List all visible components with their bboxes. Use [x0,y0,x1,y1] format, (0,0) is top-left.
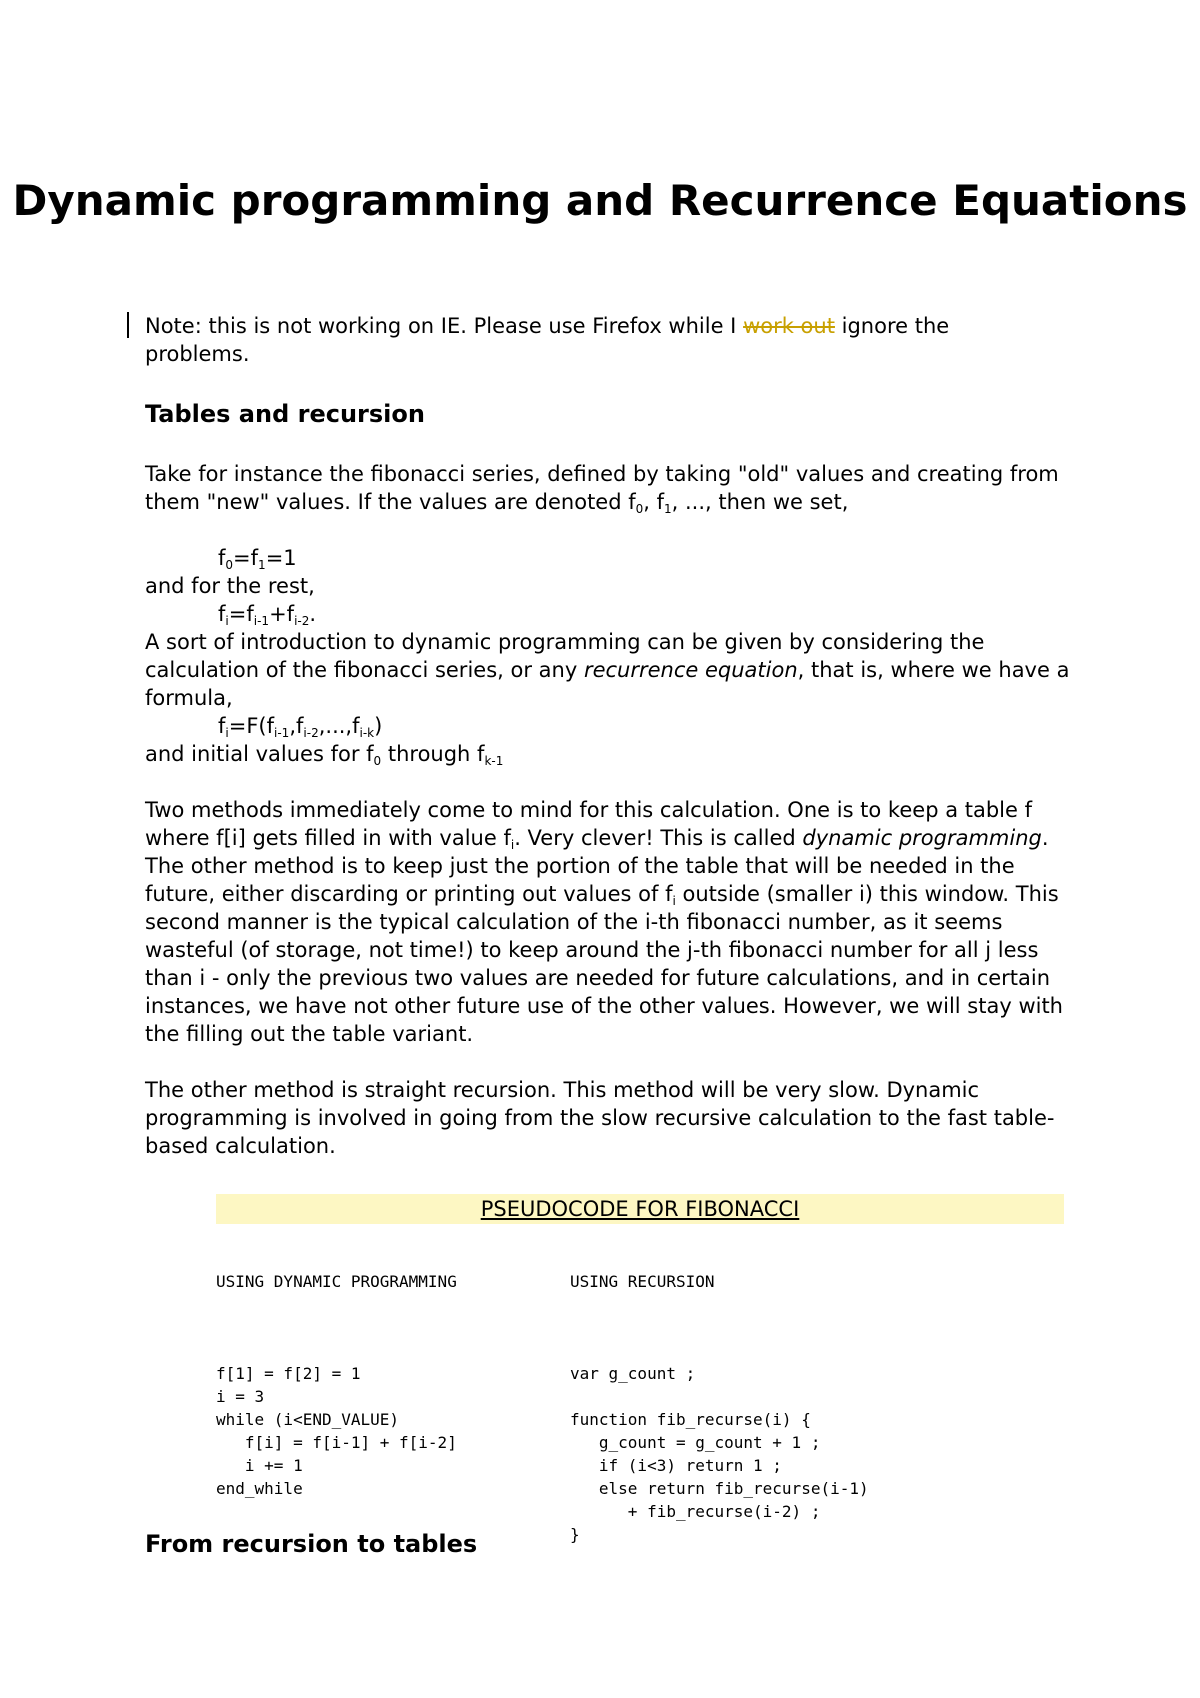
text-initial-values: and initial values for $f_0$ through $f_{k-1}$ [145,742,504,768]
pseudocode-recursion-column [570,1224,869,1592]
text-and-for-the-rest: and for the rest, [145,574,315,598]
note-text-before: Note: this is not working on IE. Please use Firefox while I [145,314,744,338]
pseudocode-dynamic-header: USING DYNAMIC PROGRAMMING [216,1272,457,1291]
change-bar [127,312,129,338]
note-paragraph [145,312,1025,368]
equation-recurrence: $f_i=f_{i-1}+f_{i-2}$. [218,602,317,628]
paragraph-two-methods: Two methods immediately come to mind for this calculation. One is to keep a table f where f[i] gets filled in with value $f_i$. Very clever! This is called dynamic programming. The other method is to keep just the portion of the table that will be needed in the future, either discarding or printing out values of $f_i$ outside (smaller i) this window. This second manner is the typical calculation of the i-th fibonacci number, as it seems wasteful (of storage, not time!) to keep around the j-th fibonacci number for all j less than i - only the previous two values are needed for future calculations, and in certain instances, we have not other future use of the other values. However, we will stay with the filling out the table variant. [145,798,1063,1046]
section-heading-tables-and-recursion: Tables and recursion [145,400,425,428]
equation-general-formula: $f_i=F(f_{i-1},f_{i-2},...,f_{i-k})$ [218,714,383,740]
pseudocode-recursion-header: USING RECURSION [570,1272,715,1291]
pseudocode-recursion-code: var g_count ; function fib_recurse(i) { g_count = g_count + 1 ; if (i<3) return 1 ; else return fib_recurse(i-1) + fib_recurse(i-2) ; } [570,1364,869,1544]
page-title: Dynamic programming and Recurrence Equations [12,176,1188,225]
pseudocode-dynamic-code: f[1] = f[2] = 1 i = 3 while (i<END_VALUE) f[i] = f[i-1] + f[i-2] i += 1 end_while [216,1364,457,1498]
equation-initial-values: $f_0=f_1=1$ [218,546,297,572]
paragraph-intro-dp: A sort of introduction to dynamic programming can be given by considering the calculation of the fibonacci series, or any recurrence equation, that is, where we have a formula, [145,630,1070,710]
pseudocode-title: PSEUDOCODE FOR FIBONACCI [216,1194,1064,1224]
paragraph-straight-recursion: The other method is straight recursion. This method will be very slow. Dynamic programming is involved in going from the slow recursive calculation to the fast table-based calculation. [145,1078,1055,1158]
note-text-after: ignore the problems. [145,314,950,366]
deleted-text: work out [743,314,835,338]
section-heading-recursion-to-tables: From recursion to tables [145,1530,478,1558]
paragraph-fibonacci-intro: Take for instance the fibonacci series, defined by taking "old" values and creating from them "new" values. If the values are denoted $f_0$, $f_1$, ..., then we set, [145,462,1059,516]
